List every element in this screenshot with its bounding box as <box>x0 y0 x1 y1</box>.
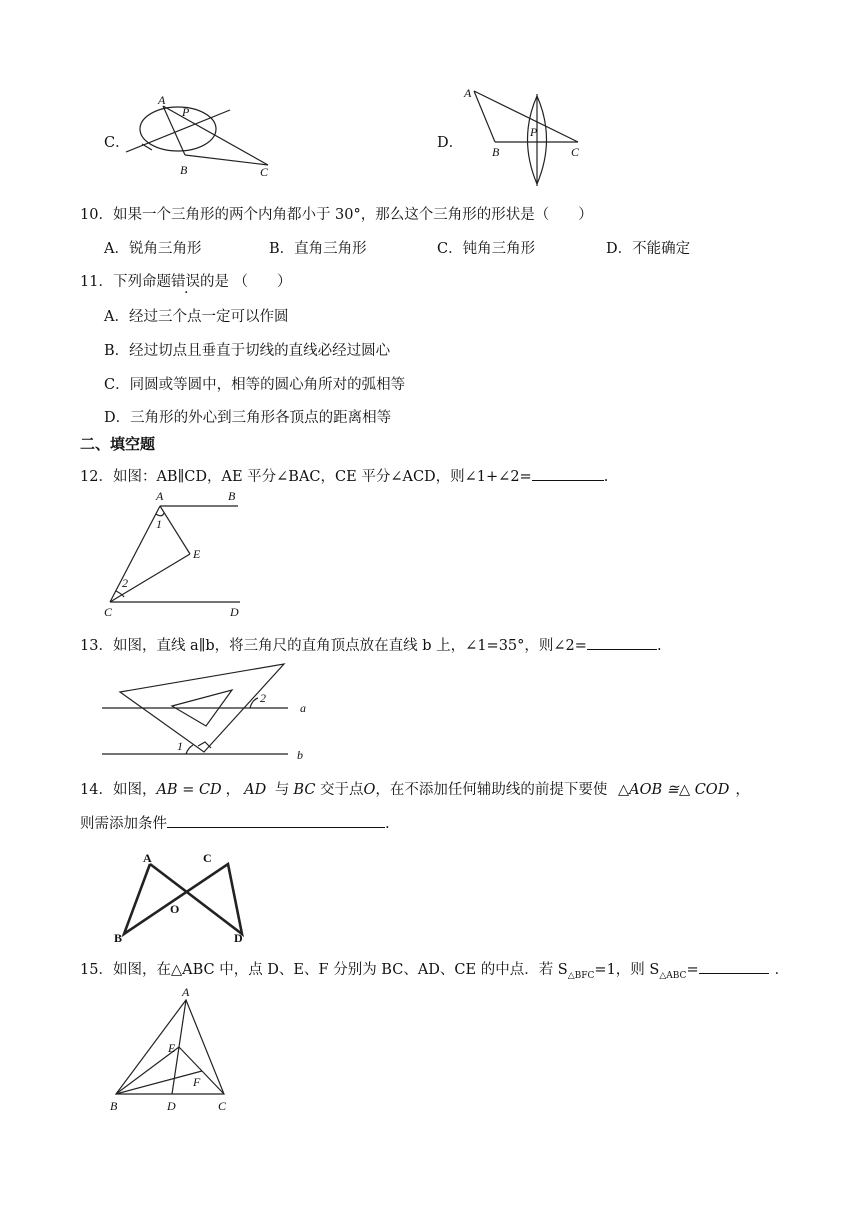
label-a: a <box>300 701 306 715</box>
label-1: 1 <box>156 517 162 531</box>
label-c: C <box>203 851 212 865</box>
line-bp <box>126 110 230 152</box>
label-c: C <box>571 145 580 159</box>
q10-option-b: B．直角三角形 <box>269 241 367 257</box>
q13-stem-text: 13．如图，直线 a∥b，将三角尺的直角顶点放在直线 b 上，∠1=35°，则∠2= <box>80 638 587 654</box>
q11-option-d: D．三角形的外心到三角形各顶点的距离相等 <box>104 410 392 426</box>
q14-math-o: O <box>363 782 376 798</box>
q11-stem <box>80 270 292 291</box>
q11-option-a: A．经过三个点一定可以作圆 <box>104 309 289 325</box>
q15-figure <box>106 986 236 1116</box>
q12-figure <box>100 486 250 618</box>
q10-option-d: D．不能确定 <box>606 241 691 257</box>
label-1: 1 <box>177 739 183 753</box>
q15-stem-text: 15．如图，在△ABC 中，点 D、E、F 分别为 BC、AD、CE 的中点．若 S <box>80 962 568 978</box>
q15-stem <box>80 958 789 981</box>
label-p: P <box>182 105 190 119</box>
q14-mid1: 与 <box>274 782 290 798</box>
q11-option-c: C．同圆或等圆中，相等的圆心角所对的弧相等 <box>104 377 406 393</box>
q14-sep1: ， <box>225 782 241 798</box>
q13-stem <box>80 634 662 655</box>
side-ac <box>474 91 578 142</box>
label-a: A <box>182 985 190 999</box>
q12-stem <box>80 465 608 486</box>
label-b: B <box>114 931 123 945</box>
arc-left <box>528 96 538 184</box>
q10-stem: 10．如果一个三角形的两个内角都小于 30°，那么这个三角形的形状是（ ） <box>80 207 593 223</box>
q14-math-congruence: △AOB ≅△ COD <box>618 782 730 798</box>
q11-emphasis: 错误 <box>170 274 200 290</box>
q14-answer-blank[interactable] <box>167 813 385 828</box>
q10-option-c: C．钝角三角形 <box>437 241 536 257</box>
section-title: 二、填空题 <box>80 435 156 453</box>
q9-option-d-label: D． <box>437 135 464 151</box>
q13-stem-end: . <box>656 638 662 654</box>
q9-option-c-label: C． <box>104 135 130 151</box>
q14-mid3: ，在不添加任何辅助线的前提下要使 <box>375 782 608 798</box>
segment-ce <box>179 1047 224 1094</box>
q11-stem-start: 11．下列命题 <box>80 274 171 290</box>
q12-answer-blank[interactable] <box>532 466 604 481</box>
q15-end: ． <box>774 962 790 978</box>
q15-sub-abc: △ABC <box>659 970 687 981</box>
label-d: D <box>234 931 243 945</box>
label-d: D <box>230 605 239 619</box>
label-f: F <box>193 1075 201 1089</box>
label-2: 2 <box>122 576 128 590</box>
angle-1-arc <box>156 513 164 516</box>
q15-mid: =1，则 S <box>594 962 660 978</box>
q9-figure-d <box>460 84 590 188</box>
q14-line2-text: 则需添加条件 <box>80 816 167 832</box>
label-a: A <box>158 93 166 107</box>
label-2: 2 <box>260 691 266 705</box>
label-o: O <box>170 902 180 916</box>
angle-1-arc <box>186 745 193 754</box>
q12-stem-end: . <box>603 469 609 485</box>
label-c: C <box>218 1099 227 1113</box>
q14-math-bc: BC <box>293 782 316 798</box>
side-ac <box>163 106 268 165</box>
label-a: A <box>156 489 164 503</box>
label-a: A <box>143 851 152 865</box>
arc-right <box>537 96 547 184</box>
side-bc <box>185 155 268 165</box>
segment-bf <box>116 1071 202 1094</box>
label-p: P <box>530 125 538 139</box>
q14-stem-start: 14．如图， <box>80 782 157 798</box>
q14-line2 <box>80 812 390 833</box>
shape-left <box>124 864 242 934</box>
label-c: C <box>260 165 269 179</box>
q11-stem-end: 的是 （ ） <box>199 274 292 290</box>
q12-stem-text: 12．如图：AB∥CD，AE 平分∠BAC，CE 平分∠ACD，则∠1+∠2= <box>80 469 532 485</box>
label-b: B <box>180 163 188 177</box>
q14-math-ab-cd: AB = CD <box>156 782 222 798</box>
q14-math-ad: AD <box>244 782 267 798</box>
q9-figure-c <box>120 92 280 184</box>
q15-sub-bfc: △BFC <box>567 970 595 981</box>
q15-eq: = <box>686 962 699 978</box>
label-c: C <box>104 605 113 619</box>
q11-option-b: B．经过切点且垂直于切线的直线必经过圆心 <box>104 343 391 359</box>
side-ab <box>474 91 495 142</box>
label-d: D <box>167 1099 176 1113</box>
q13-answer-blank[interactable] <box>587 635 657 650</box>
q14-mid2: 交于点 <box>320 782 364 798</box>
tick-left <box>142 144 152 150</box>
label-b: B <box>110 1099 118 1113</box>
q15-answer-blank[interactable] <box>699 959 769 974</box>
label-a: A <box>464 86 472 100</box>
q10-option-a: A．锐角三角形 <box>104 241 202 257</box>
q14-figure <box>110 850 260 946</box>
label-b: B <box>492 145 500 159</box>
q14-stem <box>80 778 750 799</box>
q13-figure <box>100 660 320 764</box>
q14-sep2: ， <box>735 782 750 798</box>
q14-end: . <box>385 816 390 832</box>
label-e: E <box>168 1041 176 1055</box>
label-b: b <box>297 748 303 762</box>
label-b: B <box>228 489 236 503</box>
label-e: E <box>193 547 201 561</box>
